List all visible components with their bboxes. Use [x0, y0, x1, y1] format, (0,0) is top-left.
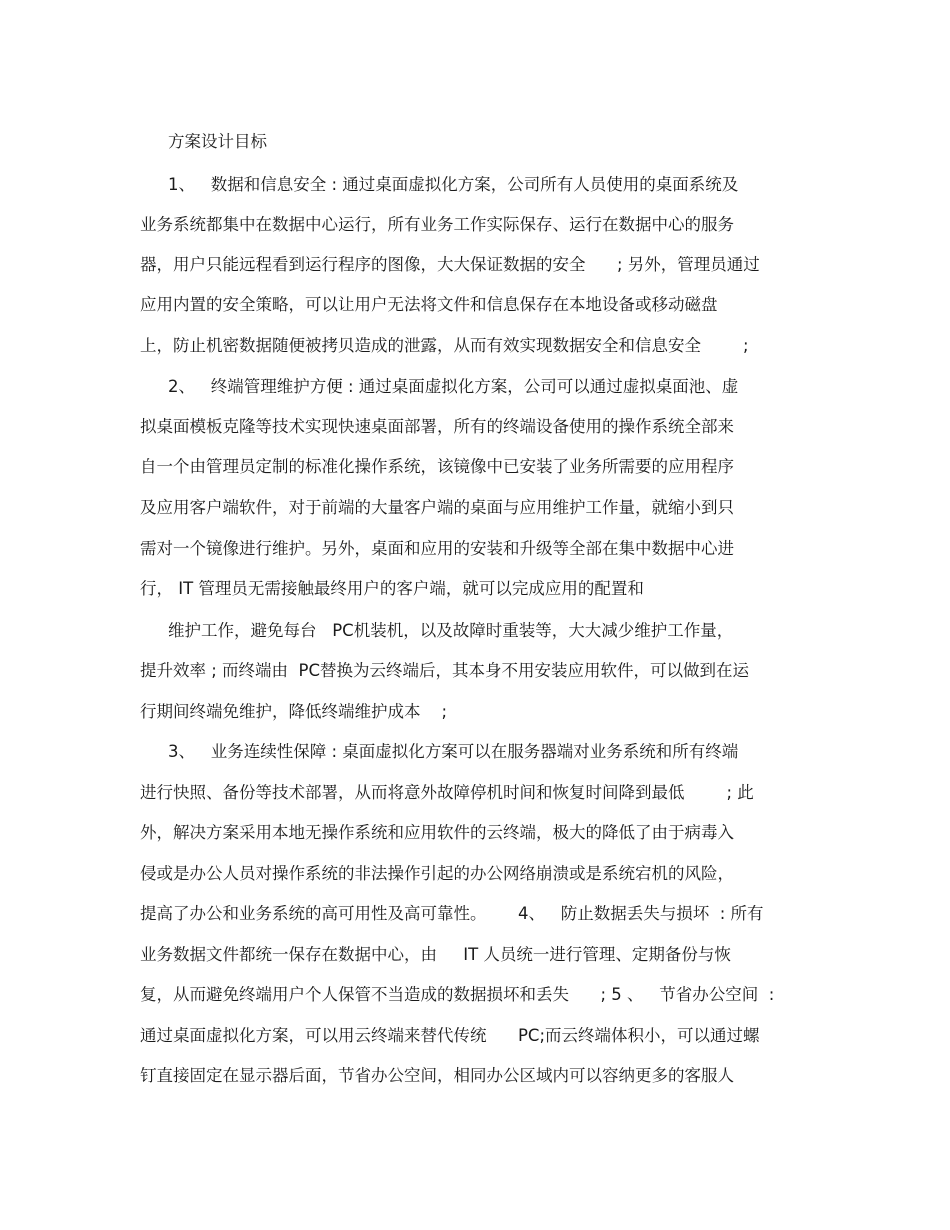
paragraph-line: 业务数据文件都统一保存在数据中心，由 IT 人员统一进行管理、定期备份与恢: [140, 945, 731, 964]
paragraph-line: 通过桌面虚拟化方案，可以用云终端来替代传统 PC;而云终端体积小，可以通过螺: [140, 1026, 760, 1045]
paragraph-line: 维护工作，避免每台 PC机装机，以及故障时重装等，大大减少维护工作量，: [168, 621, 734, 640]
paragraph-line: 自一个由管理员定制的标准化操作系统，该镜像中已安装了业务所需要的应用程序: [140, 457, 734, 476]
paragraph-line: 行， IT 管理员无需接触最终用户的客户端，就可以完成应用的配置和: [140, 579, 644, 598]
paragraph-line: 进行快照、备份等技术部署，从而将意外故障停机时间和恢复时间降到最低 ; 此: [140, 783, 754, 802]
document-heading: 方案设计目标: [168, 132, 267, 151]
paragraph-line: 提高了办公和业务系统的高可用性及高可靠性。 4、 防止数据丢失与损坏 : 所有: [140, 904, 764, 923]
paragraph-line: 行期间终端免维护，降低终端维护成本 ;: [140, 702, 448, 721]
paragraph-line: 及应用客户端软件，对于前端的大量客户端的桌面与应用维护工作量，就缩小到只: [140, 498, 734, 517]
paragraph-line: 1、 数据和信息安全 : 通过桌面虚拟化方案，公司所有人员使用的桌面系统及: [168, 175, 739, 194]
paragraph-line: 器，用户只能远程看到运行程序的图像，大大保证数据的安全 ; 另外，管理员通过: [140, 255, 760, 274]
paragraph-line: 上，防止机密数据随便被拷贝造成的泄露，从而有效实现数据安全和信息安全 ;: [140, 336, 749, 355]
paragraph-line: 需对一个镜像进行维护。另外，桌面和应用的安装和升级等全部在集中数据中心进: [140, 539, 734, 558]
paragraph-line: 3、 业务连续性保障 : 桌面虚拟化方案可以在服务器端对业务系统和所有终端: [168, 742, 739, 761]
paragraph-line: 钉直接固定在显示器后面，节省办公空间，相同办公区域内可以容纳更多的客服人: [140, 1066, 734, 1085]
paragraph-line: 2、 终端管理维护方便 : 通过桌面虚拟化方案，公司可以通过虚拟桌面池、虚: [168, 377, 739, 396]
paragraph-line: 业务系统都集中在数据中心运行，所有业务工作实际保存、运行在数据中心的服务: [140, 215, 734, 234]
paragraph-line: 侵或是办公人员对操作系统的非法操作引起的办公网络崩溃或是系统宕机的风险，: [140, 864, 734, 883]
paragraph-line: 应用内置的安全策略，可以让用户无法将文件和信息保存在本地设备或移动磁盘: [140, 295, 718, 314]
paragraph-line: 复，从而避免终端用户个人保管不当造成的数据损坏和丢失 ; 5 、 节省办公空间 :: [140, 985, 775, 1004]
paragraph-line: 外，解决方案采用本地无操作系统和应用软件的云终端，极大的降低了由于病毒入: [140, 823, 734, 842]
paragraph-line: 拟桌面模板克隆等技术实现快速桌面部署，所有的终端设备使用的操作系统全部来: [140, 417, 734, 436]
paragraph-line: 提升效率 ; 而终端由 PC替换为云终端后，其本身不用安装应用软件，可以做到在运: [140, 661, 750, 680]
